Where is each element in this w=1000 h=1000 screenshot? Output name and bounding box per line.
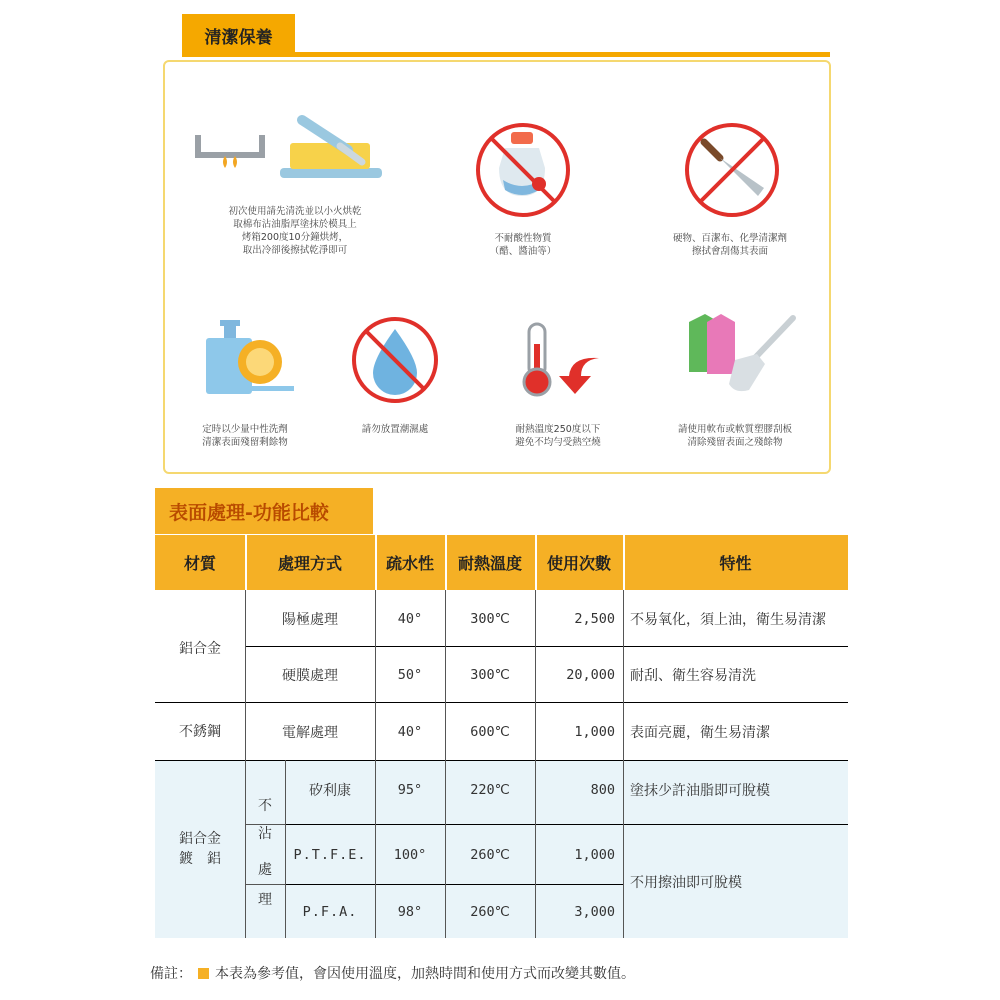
- column-divider: [623, 590, 624, 938]
- merged-feature-cell: 不用擦油即可脫模: [630, 874, 742, 891]
- no-acid-icon: [473, 120, 573, 220]
- care-caption-5: 請勿放置潮濕處: [361, 424, 429, 435]
- hydrophobic-cell: 50°: [397, 667, 423, 683]
- hydrophobic-cell: 95°: [397, 782, 423, 798]
- method-cell: 陽極處理: [282, 612, 338, 628]
- heat-cell: 220℃: [470, 782, 510, 798]
- care-section-title: 清潔保養: [182, 14, 295, 56]
- compare-section-title: 表面處理-功能比較: [155, 488, 373, 534]
- method-cell: 硬膜處理: [282, 668, 338, 684]
- hydrophobic-cell: 40°: [397, 611, 423, 627]
- heat-cell: 300℃: [470, 667, 510, 683]
- header-heat-resist: 耐熱溫度: [445, 535, 535, 590]
- uses-cell: 2,500: [574, 611, 615, 627]
- method-cell: P.T.F.E.: [293, 846, 367, 863]
- row-divider: [245, 646, 848, 647]
- footnote: [150, 963, 635, 983]
- material-stainless: 不銹鋼: [179, 724, 221, 740]
- uses-cell: 1,000: [574, 724, 615, 740]
- header-divider: [375, 535, 377, 590]
- care-caption-2: 不耐酸性物質 （醋、醬油等）: [489, 233, 557, 257]
- header-divider: [623, 535, 625, 590]
- care-caption-3: 硬物、百潔布、化學清潔劑 擦拭會刮傷其表面: [672, 233, 787, 257]
- heat-cell: 260℃: [470, 846, 510, 863]
- feature-cell: 塗抹少許油脂即可脫模: [630, 783, 770, 799]
- care-caption-1: 初次使用請先清洗並以小火烘乾 取棉布沾油脂厚塗抹於模具上 烤箱200度10分鐘烘烤， 取出冷卻後擦拭乾淨即可: [228, 206, 362, 256]
- detergent-icon: [200, 318, 300, 398]
- row-divider: [155, 760, 848, 761]
- method-cell: 電解處理: [282, 725, 338, 741]
- no-knife-icon: [682, 120, 782, 220]
- uses-cell: 800: [590, 782, 615, 798]
- material-plated-aluminum: 鋁合金 鍍 鋁: [179, 831, 221, 867]
- nonstick-char: 理: [258, 892, 272, 908]
- thermometer-icon: [515, 320, 605, 400]
- footnote-square-icon: [198, 968, 209, 979]
- footnote-text: 本表為參考值，會因使用溫度，加熱時間和使用方式而改變其數值。: [215, 966, 635, 982]
- header-feature: 特性: [623, 535, 848, 590]
- header-uses: 使用次數: [535, 535, 623, 590]
- header-hydrophobic: 疏水性: [375, 535, 445, 590]
- soft-cloth-spatula-icon: [685, 308, 805, 398]
- care-caption-7: 請使用軟布或軟質塑膠刮板 清除殘留表面之殘餘物: [677, 424, 792, 448]
- row-divider: [155, 702, 848, 703]
- hydrophobic-cell: 100°: [393, 846, 427, 863]
- row-divider: [245, 884, 285, 885]
- heat-cell: 600℃: [470, 724, 510, 740]
- footnote-label: 備註：: [150, 966, 192, 982]
- uses-cell: 3,000: [574, 903, 615, 920]
- material-aluminum: 鋁合金: [179, 641, 221, 657]
- method-cell: 矽利康: [309, 783, 351, 799]
- care-caption-4: 定時以少量中性洗劑 清潔表面殘留剩餘物: [202, 424, 288, 448]
- feature-cell: 不易氧化，須上油，衛生易清潔: [630, 612, 826, 628]
- hydrophobic-cell: 98°: [397, 903, 423, 920]
- heat-cell: 260℃: [470, 903, 510, 920]
- header-divider: [445, 535, 447, 590]
- no-moisture-icon: [350, 315, 440, 405]
- header-divider: [245, 535, 247, 590]
- header-method: 處理方式: [245, 535, 375, 590]
- heat-cell: 300℃: [470, 611, 510, 627]
- bake-butter-icon: [190, 110, 390, 190]
- hydrophobic-cell: 40°: [397, 724, 423, 740]
- nonstick-char: 沾: [258, 826, 272, 842]
- care-title-underline: [182, 52, 830, 57]
- header-divider: [535, 535, 537, 590]
- feature-cell: 表面亮麗，衛生易清潔: [630, 725, 770, 741]
- nonstick-char: 處: [258, 862, 272, 878]
- feature-cell: 耐刮、衛生容易清洗: [630, 668, 756, 684]
- uses-cell: 20,000: [566, 667, 615, 683]
- nonstick-char: 不: [258, 798, 272, 814]
- care-caption-6: 耐熱溫度250度以下 避免不均勻受熱空燒: [515, 424, 601, 448]
- method-cell: P.F.A.: [302, 903, 358, 920]
- uses-cell: 1,000: [574, 846, 615, 863]
- header-material: 材質: [155, 535, 245, 590]
